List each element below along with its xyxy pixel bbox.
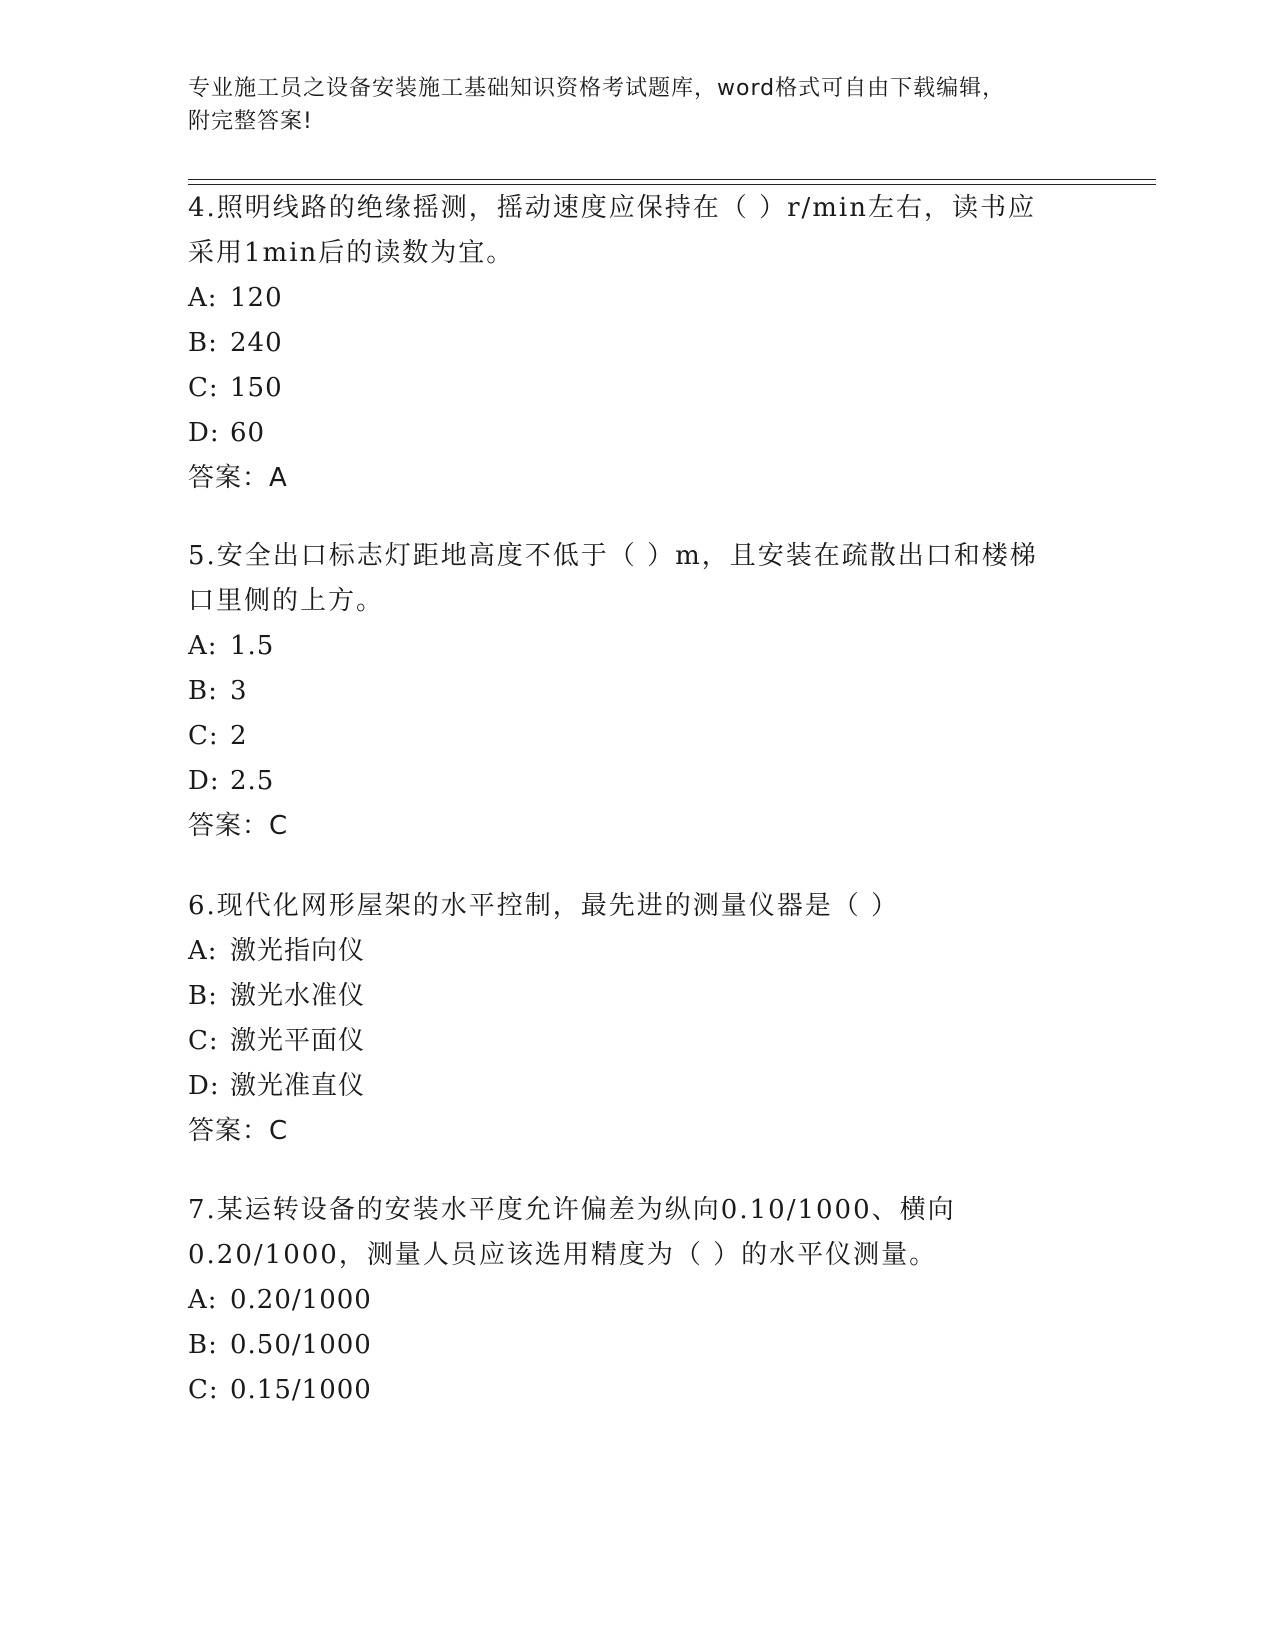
question-6 [188, 884, 1088, 1154]
option-label: C: [188, 373, 219, 403]
document-header [188, 72, 1088, 138]
header-title-line-2: 附完整答案! [188, 109, 313, 134]
question-4-answer: 答案：A [188, 463, 288, 493]
option-label: C: [188, 1026, 219, 1056]
option-label: B: [188, 676, 218, 706]
option-label: A: [188, 1285, 218, 1315]
question-7-text-line-2: 0.20/1000，测量人员应该选用精度为（ ）的水平仪测量。 [188, 1240, 938, 1270]
question-7 [188, 1188, 1088, 1413]
question-4-option-a [188, 276, 1088, 321]
option-text: 240 [230, 328, 283, 358]
question-6-option-b [188, 974, 1088, 1019]
question-5-option-d [188, 759, 1088, 804]
option-label: D: [188, 766, 220, 796]
question-6-option-c [188, 1019, 1088, 1064]
option-label: D: [188, 1071, 220, 1101]
option-label: C: [188, 721, 219, 751]
question-7-option-c [188, 1368, 1088, 1413]
option-label: A: [188, 936, 218, 966]
question-7-option-a [188, 1278, 1088, 1323]
question-6-option-d [188, 1064, 1088, 1109]
question-5-option-a [188, 624, 1088, 669]
header-divider-bottom [188, 184, 1156, 185]
option-text: 1.5 [230, 631, 275, 661]
option-text: 激光指向仪 [230, 936, 366, 966]
header-divider-top [188, 179, 1156, 180]
option-text: 60 [230, 418, 266, 448]
question-5-answer: 答案：C [188, 811, 289, 841]
question-5 [188, 534, 1088, 849]
question-6-text-line-1: 6.现代化网形屋架的水平控制，最先进的测量仪器是（ ） [188, 891, 900, 921]
question-4 [188, 186, 1088, 501]
option-text: 激光准直仪 [230, 1071, 366, 1101]
option-label: B: [188, 1330, 218, 1360]
question-6-option-a [188, 929, 1088, 974]
option-label: B: [188, 328, 218, 358]
question-5-option-c [188, 714, 1088, 759]
option-text: 0.20/1000 [230, 1285, 372, 1315]
option-text: 激光水准仪 [230, 981, 366, 1011]
option-text: 激光平面仪 [230, 1026, 366, 1056]
question-5-text-line-1: 5.安全出口标志灯距地高度不低于（ ）m，且安装在疏散出口和楼梯 [188, 541, 1038, 571]
question-4-option-c [188, 366, 1088, 411]
question-5-option-b [188, 669, 1088, 714]
question-6-answer: 答案：C [188, 1116, 289, 1146]
question-4-option-b [188, 321, 1088, 366]
option-label: B: [188, 981, 218, 1011]
question-5-text-line-2: 口里侧的上方。 [188, 586, 385, 616]
option-text: 3 [230, 676, 248, 706]
question-7-text-line-1: 7.某运转设备的安装水平度允许偏差为纵向0.10/1000、横向 [188, 1195, 956, 1225]
option-label: D: [188, 418, 220, 448]
option-label: A: [188, 631, 218, 661]
header-title-line-1: 专业施工员之设备安装施工基础知识资格考试题库，word格式可自由下载编辑， [188, 76, 1006, 101]
question-4-text-line-2: 采用1min后的读数为宜。 [188, 238, 515, 268]
option-text: 0.50/1000 [230, 1330, 372, 1360]
question-7-option-b [188, 1323, 1088, 1368]
option-label: C: [188, 1375, 219, 1405]
option-label: A: [188, 283, 218, 313]
option-text: 0.15/1000 [230, 1375, 372, 1405]
question-4-option-d [188, 411, 1088, 456]
question-4-text-line-1: 4.照明线路的绝缘摇测，摇动速度应保持在（ ）r/min左右，读书应 [188, 193, 1036, 223]
option-text: 150 [230, 373, 283, 403]
option-text: 120 [230, 283, 283, 313]
option-text: 2.5 [230, 766, 275, 796]
option-text: 2 [230, 721, 248, 751]
